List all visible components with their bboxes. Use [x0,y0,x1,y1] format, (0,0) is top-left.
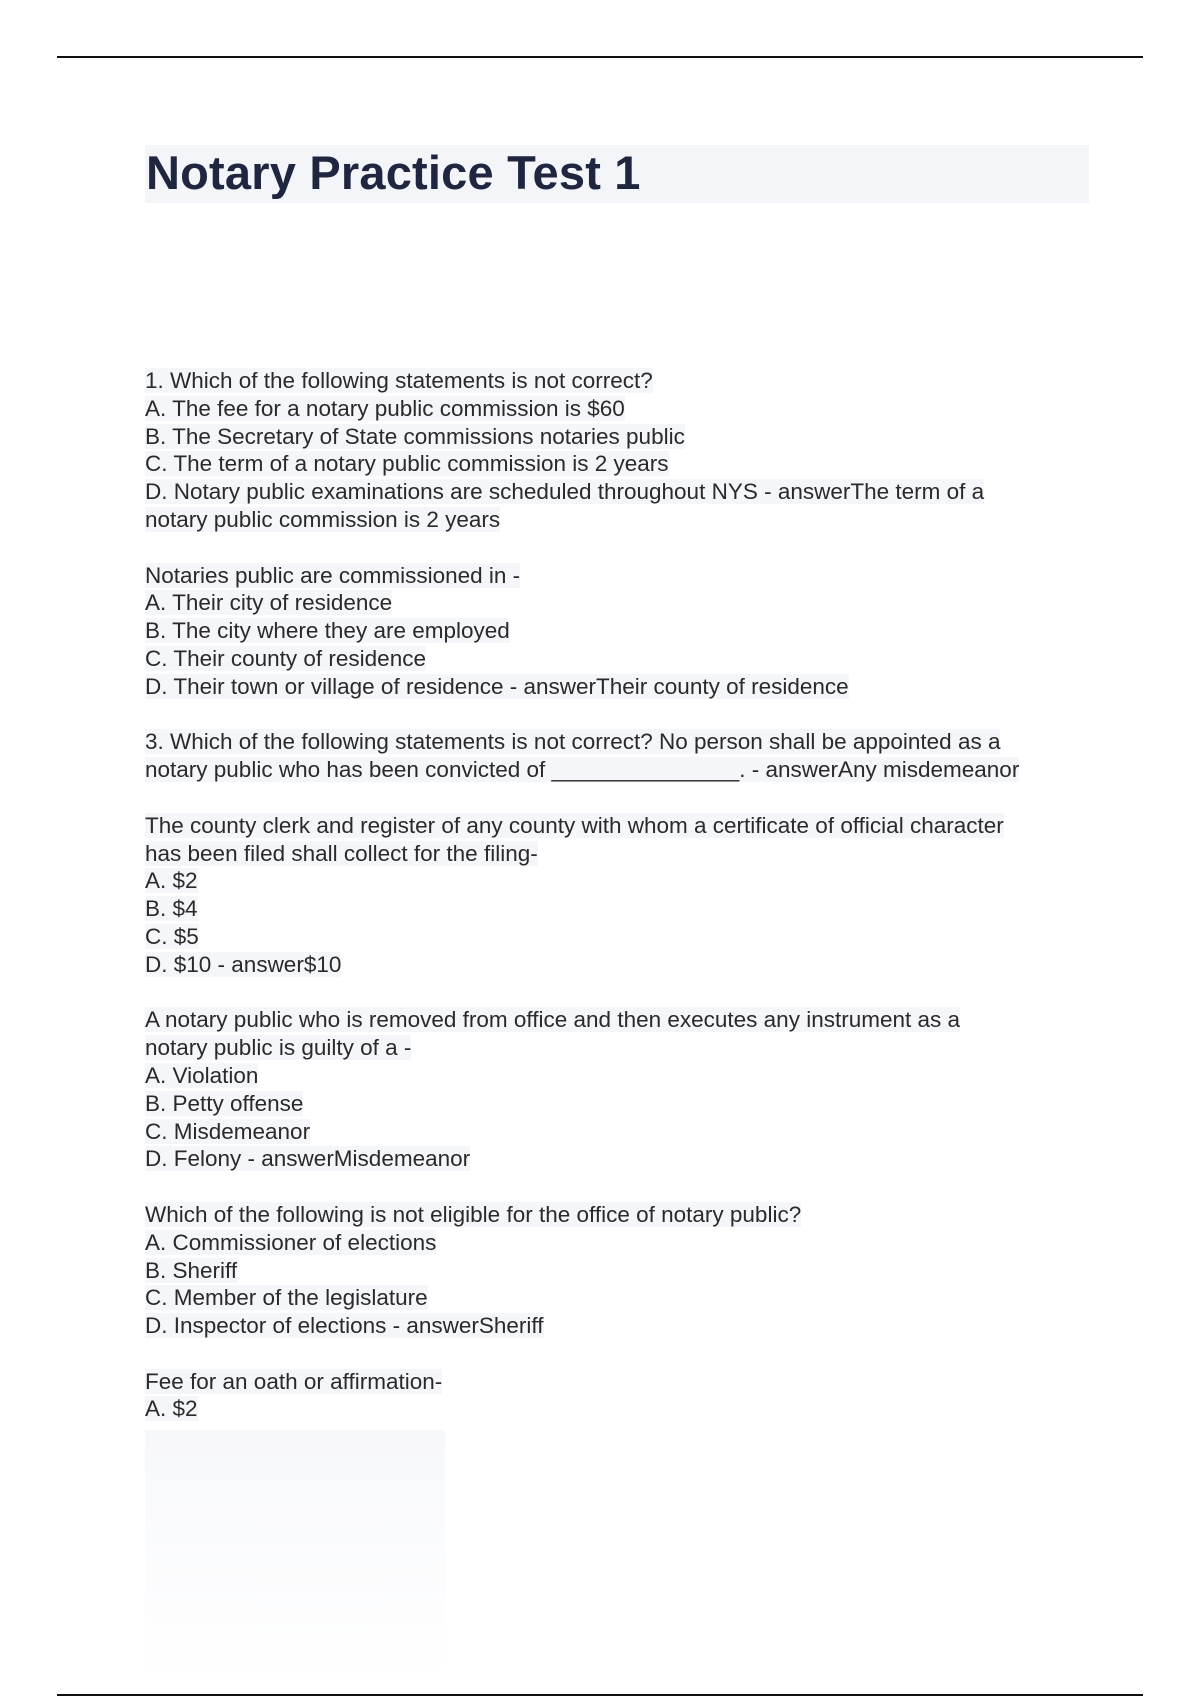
question-line [145,617,1095,645]
question-line [145,506,1095,534]
question-text [145,367,1095,395]
line-text: has been filed shall collect for the filing- [145,840,538,866]
question-line [145,478,1095,506]
line-text: D. Felony - answerMisdemeanor [145,1146,471,1172]
question-text [145,812,1095,840]
question-line [145,895,1095,923]
line-text: A. Commissioner of elections [145,1229,437,1255]
line-text: B. Sheriff [145,1257,238,1283]
line-text: A. Violation [145,1062,259,1088]
question-block [145,1201,1095,1340]
line-text: D. Inspector of elections - answerSheriff [145,1313,544,1339]
question-line [145,1284,1095,1312]
line-text: notary public commission is 2 years [145,506,501,532]
page-title: Notary Practice Test 1 [146,146,641,199]
line-text: A. $2 [145,868,198,894]
line-text: notary public is guilty of a - [145,1035,412,1061]
top-rule [57,56,1143,58]
question-block [145,1006,1095,1173]
line-text: D. Their town or village of residence - answerTheir county of residence [145,673,849,699]
question-list [145,367,1095,1451]
question-line [145,1229,1095,1257]
page-shade [145,1430,445,1680]
question-line [145,1034,1095,1062]
bottom-rule [57,1694,1143,1696]
line-text: D. $10 - answer$10 [145,951,342,977]
line-text: C. Member of the legislature [145,1285,428,1311]
line-text: C. Misdemeanor [145,1118,311,1144]
question-line [145,1312,1095,1340]
question-line [145,1257,1095,1285]
question-line [145,423,1095,451]
line-text: C. Their county of residence [145,645,426,671]
line-text: C. $5 [145,923,199,949]
line-text: A. $2 [145,1396,198,1422]
question-line [145,645,1095,673]
question-line [145,450,1095,478]
question-block [145,1368,1095,1424]
question-line [145,1118,1095,1146]
line-text: 1. Which of the following statements is not correct? [145,368,653,393]
line-text: B. Petty offense [145,1090,304,1116]
question-text [145,1201,1095,1229]
question-text [145,1006,1095,1034]
line-text: D. Notary public examinations are scheduled throughout NYS - answerThe term of a [145,479,985,505]
line-text: Notaries public are commissioned in - [145,562,521,588]
line-text: Which of the following is not eligible for the office of notary public? [145,1201,802,1227]
question-line [145,1090,1095,1118]
line-text: A notary public who is removed from office and then executes any instrument as a [145,1007,961,1033]
question-text [145,562,1095,590]
question-line [145,1145,1095,1173]
question-line [145,951,1095,979]
question-line [145,1395,1095,1423]
line-text: B. The city where they are employed [145,618,510,644]
question-block [145,728,1095,784]
question-line [145,756,1095,784]
question-text [145,1368,1095,1396]
line-text: The county clerk and register of any county with whom a certificate of official character [145,812,1004,838]
question-line [145,589,1095,617]
line-text: Fee for an oath or affirmation- [145,1368,443,1394]
line-text: C. The term of a notary public commission is 2 years [145,451,669,477]
question-block [145,812,1095,979]
question-line [145,840,1095,868]
question-line [145,395,1095,423]
line-text: B. The Secretary of State commissions notaries public [145,423,685,449]
line-text: A. The fee for a notary public commission is $60 [145,395,625,421]
question-line [145,867,1095,895]
line-text: 3. Which of the following statements is not correct? No person shall be appointed as a [145,729,1001,755]
question-block [145,562,1095,701]
question-block [145,367,1095,534]
line-text: B. $4 [145,896,198,922]
question-line [145,923,1095,951]
line-text: notary public who has been convicted of _______________. - answerAny misdemeanor [145,757,1020,783]
question-line [145,1062,1095,1090]
question-text [145,728,1095,756]
line-text: A. Their city of residence [145,590,393,616]
question-line [145,673,1095,701]
